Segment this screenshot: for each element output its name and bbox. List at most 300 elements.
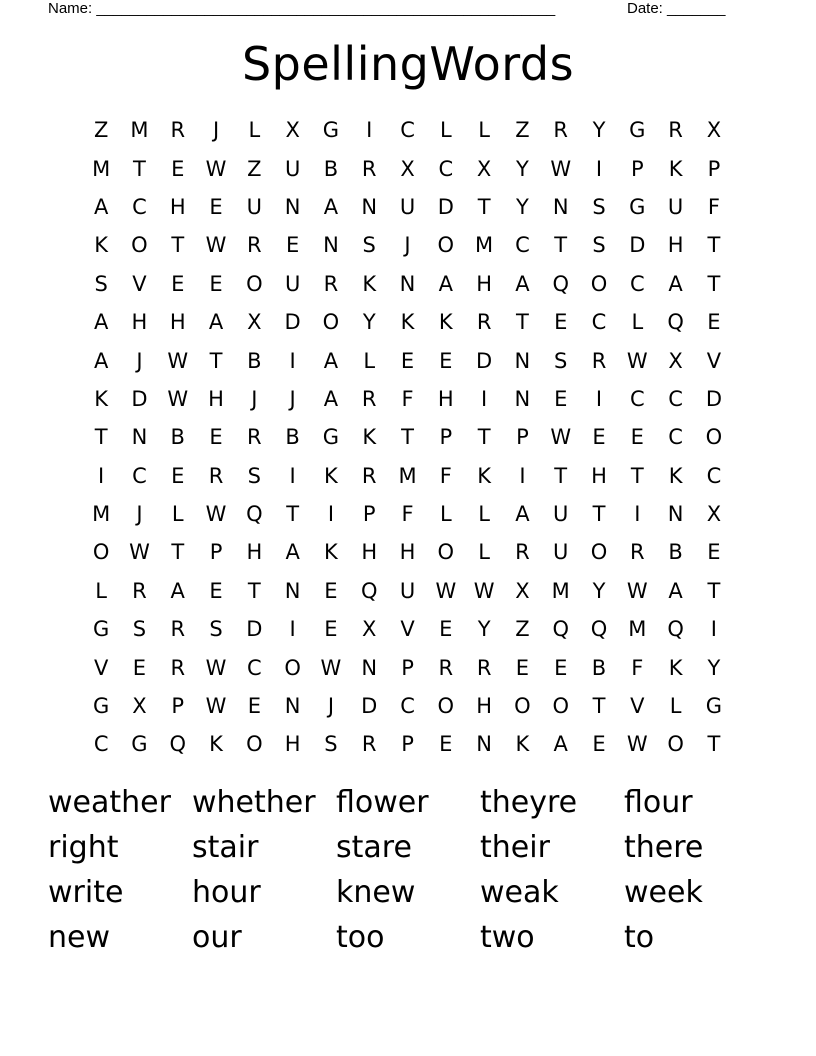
grid-letter: O [667,732,684,757]
grid-letter: P [401,732,414,757]
grid-letter: O [322,310,340,335]
grid-letter: T [707,578,721,603]
word-bank-item: week [624,875,703,910]
word-bank-item: flower [336,785,429,820]
grid-letter: G [322,425,340,450]
grid-letter: Z [515,617,530,642]
grid-letter: V [132,271,147,296]
grid-letter: J [404,233,411,258]
grid-letter: B [668,540,683,565]
grid-letter: T [171,540,185,565]
grid-letter: Y [362,310,376,335]
grid-letter: T [554,233,568,258]
grid-letter: J [327,694,335,719]
grid-letter: V [400,617,415,642]
grid-letter: P [209,540,223,565]
grid-letter: M [92,502,111,527]
grid-letter: A [93,348,109,373]
grid-letter: R [361,156,377,181]
grid-letter: N [284,194,301,219]
grid-letter: S [554,348,568,373]
grid-letter: N [667,502,684,527]
grid-letter: C [668,425,683,450]
grid-letter: B [170,425,185,450]
grid-letter: R [476,310,492,335]
grid-letter: T [94,425,108,450]
word-bank-item: two [480,920,535,955]
grid-letter: T [592,694,606,719]
grid-letter: J [212,118,220,143]
grid-letter: A [323,194,339,219]
grid-letter: C [93,732,109,757]
grid-letter: D [437,194,454,219]
grid-letter: P [516,425,529,450]
grid-letter: R [170,617,186,642]
grid-letter: N [361,655,378,680]
grid-letter: Q [552,617,569,642]
grid-letter: E [707,310,721,335]
grid-letter: A [515,502,530,527]
grid-letter: D [476,348,493,373]
grid-letter: I [519,463,526,488]
grid-letter: U [399,578,416,603]
grid-letter: V [706,348,722,373]
grid-letter: Y [516,156,529,181]
grid-letter: R [591,348,607,373]
grid-letter: N [552,194,569,219]
grid-letter: L [363,348,376,373]
grid-letter: S [209,617,223,642]
grid-letter: U [553,540,569,565]
grid-letter: C [400,694,415,719]
grid-letter: H [667,233,684,258]
grid-letter: L [248,118,261,143]
grid-letter: A [515,271,530,296]
grid-letter: X [285,118,300,143]
grid-letter: X [132,694,147,719]
grid-letter: X [668,348,683,373]
grid-letter: M [92,156,111,181]
grid-letter: O [284,655,301,680]
grid-letter: Z [515,118,530,143]
puzzle-title: SpellingWords [241,37,575,91]
grid-letter: O [552,694,569,719]
grid-letter: H [591,463,607,488]
grid-letter: C [515,233,530,258]
grid-letter: E [400,348,415,373]
grid-letter: A [668,578,683,603]
grid-letter: A [208,310,224,335]
grid-letter: P [362,502,376,527]
grid-letter: E [324,617,338,642]
word-bank-item: stair [192,830,259,865]
grid-letter: R [132,578,147,603]
grid-letter: W [205,233,227,258]
word-bank-item: knew [336,875,416,910]
grid-letter: M [551,578,570,603]
grid-letter: T [707,271,721,296]
grid-letter: X [476,156,492,181]
grid-letter: R [438,655,454,680]
grid-letter: I [289,348,296,373]
grid-letter: E [209,271,223,296]
grid-letter: R [553,118,568,143]
grid-letter: W [205,156,227,181]
grid-letter: E [554,386,568,411]
grid-letter: C [591,310,607,335]
grid-letter: U [284,156,301,181]
grid-letter: H [284,732,301,757]
grid-letter: F [707,194,720,219]
grid-letter: U [553,502,569,527]
name-field-label: Name: _______________________________________________________ [48,0,556,17]
grid-letter: A [285,540,300,565]
grid-letter: A [668,271,683,296]
grid-letter: W [167,386,189,411]
grid-letter: H [208,386,224,411]
grid-letter: O [437,694,455,719]
grid-letter: L [439,502,452,527]
word-bank-item: whether [192,785,316,820]
grid-letter: W [550,156,572,181]
grid-letter: O [514,694,531,719]
grid-letter: H [169,310,186,335]
grid-letter: W [205,502,227,527]
grid-letter: F [631,655,644,680]
grid-letter: Q [246,502,263,527]
grid-letter: Y [592,578,606,603]
grid-letter: G [131,732,148,757]
grid-letter: Q [169,732,186,757]
grid-letter: G [93,617,110,642]
grid-letter: K [94,233,109,258]
grid-letter: O [590,540,608,565]
grid-letter: A [93,194,109,219]
grid-letter: K [477,463,491,488]
grid-letter: L [439,118,452,143]
grid-letter: R [170,118,186,143]
grid-letter: K [209,732,223,757]
grid-letter: L [95,578,107,603]
grid-letter: H [437,386,454,411]
grid-letter: E [171,156,185,181]
grid-letter: X [706,118,722,143]
grid-letter: C [668,386,683,411]
grid-letter: H [361,540,378,565]
grid-letter: T [209,348,223,373]
grid-letter: U [667,194,684,219]
grid-letter: T [247,578,261,603]
grid-letter: W [167,348,189,373]
grid-letter: W [626,732,648,757]
grid-letter: N [514,348,531,373]
grid-letter: H [169,194,186,219]
word-bank-item: there [624,830,704,865]
grid-letter: O [246,271,263,296]
grid-letter: H [131,310,148,335]
grid-letter: G [629,118,646,143]
grid-letter: W [550,425,572,450]
grid-letter: R [247,233,262,258]
grid-letter: K [668,156,683,181]
grid-letter: O [246,732,263,757]
grid-letter: R [361,732,377,757]
grid-letter: O [131,233,148,258]
grid-letter: X [247,310,262,335]
grid-letter: W [626,578,648,603]
grid-letter: L [669,694,682,719]
grid-letter: E [630,425,644,450]
grid-letter: O [590,271,608,296]
grid-letter: K [324,463,338,488]
grid-letter: R [361,463,377,488]
grid-letter: X [706,502,722,527]
grid-letter: E [209,194,223,219]
grid-letter: M [628,617,647,642]
grid-letter: L [478,540,490,565]
grid-letter: E [132,655,147,680]
grid-letter: L [631,310,644,335]
grid-letter: M [398,463,417,488]
grid-letter: H [246,540,263,565]
grid-letter: K [400,310,415,335]
grid-letter: E [592,425,606,450]
grid-letter: I [634,502,641,527]
word-bank-item: our [192,920,242,955]
grid-letter: M [130,118,149,143]
grid-letter: L [478,118,490,143]
grid-letter: K [668,655,683,680]
grid-letter: I [98,463,105,488]
grid-letter: E [439,348,453,373]
grid-letter: E [324,578,338,603]
grid-letter: W [435,578,457,603]
grid-letter: T [401,425,414,450]
grid-letter: D [361,694,378,719]
grid-letter: G [705,694,723,719]
grid-letter: A [438,271,453,296]
letter-grid [82,111,733,764]
grid-letter: N [399,271,416,296]
grid-letter: R [323,271,339,296]
grid-letter: B [247,348,262,373]
grid-letter: H [476,271,493,296]
grid-letter: H [476,694,493,719]
grid-letter: B [591,655,607,680]
grid-letter: L [171,502,184,527]
grid-letter: D [705,386,722,411]
grid-letter: U [399,194,416,219]
grid-letter: R [170,655,186,680]
word-bank [48,780,768,960]
grid-letter: N [514,386,531,411]
grid-letter: E [707,540,721,565]
grid-letter: Z [247,156,262,181]
word-bank-item: stare [336,830,412,865]
grid-letter: P [401,655,414,680]
grid-letter: C [438,156,454,181]
grid-letter: N [476,732,492,757]
grid-letter: W [205,694,227,719]
grid-letter: T [171,233,185,258]
grid-letter: X [362,617,377,642]
grid-letter: O [92,540,110,565]
grid-letter: E [171,463,185,488]
grid-letter: T [592,502,606,527]
grid-letter: T [477,194,491,219]
grid-letter: I [366,118,373,143]
word-bank-item: right [48,830,119,865]
grid-letter: K [324,540,338,565]
grid-letter: R [476,655,492,680]
grid-letter: Y [516,194,529,219]
grid-letter: U [284,271,301,296]
grid-letter: X [515,578,530,603]
word-bank-item: flour [624,785,693,820]
grid-letter: D [131,386,148,411]
grid-letter: T [286,502,300,527]
grid-letter: O [705,425,723,450]
grid-letter: V [93,655,109,680]
grid-letter: G [322,118,340,143]
grid-letter: F [439,463,452,488]
grid-letter: A [553,732,568,757]
grid-letter: S [592,233,606,258]
grid-letter: P [439,425,453,450]
grid-letter: S [362,233,376,258]
word-bank-item: write [48,875,124,910]
grid-letter: S [324,732,338,757]
grid-letter: J [136,502,143,527]
grid-letter: I [327,502,335,527]
grid-letter: F [401,502,414,527]
grid-letter: Y [707,655,721,680]
grid-letter: Q [590,617,608,642]
word-bank-item: to [624,920,655,955]
grid-letter: T [516,310,529,335]
grid-letter: K [515,732,530,757]
grid-letter: V [630,694,645,719]
grid-letter: I [710,617,717,642]
grid-letter: O [437,540,455,565]
grid-letter: S [94,271,108,296]
grid-letter: T [630,463,644,488]
grid-letter: N [361,194,378,219]
grid-letter: D [629,233,646,258]
grid-letter: E [592,732,606,757]
grid-letter: K [94,386,109,411]
grid-letter: G [629,194,646,219]
grid-letter: T [554,463,568,488]
date-field-label: Date: _______ [627,0,726,17]
grid-letter: C [706,463,722,488]
grid-letter: K [362,425,377,450]
grid-letter: I [481,386,488,411]
grid-letter: Y [592,118,606,143]
grid-letter: E [247,694,261,719]
grid-letter: K [362,271,377,296]
grid-letter: I [595,156,603,181]
grid-letter: R [630,540,645,565]
grid-letter: X [400,156,415,181]
grid-letter: K [668,463,683,488]
word-bank-item: weak [480,875,559,910]
grid-letter: C [400,118,415,143]
grid-letter: Q [667,310,684,335]
grid-letter: Y [477,617,491,642]
grid-letter: R [361,386,377,411]
name-date-line [48,0,726,20]
grid-letter: S [592,194,606,219]
grid-letter: Q [667,617,684,642]
grid-letter: E [171,271,185,296]
word-bank-item: theyre [480,785,578,820]
grid-letter: E [439,617,453,642]
grid-letter: P [171,694,185,719]
grid-letter: Q [360,578,378,603]
grid-letter: T [133,156,146,181]
grid-letter: C [629,386,645,411]
grid-letter: C [247,655,262,680]
grid-letter: H [399,540,416,565]
grid-letter: S [132,617,147,642]
grid-letter: C [132,194,147,219]
grid-letter: W [205,655,227,680]
grid-letter: W [473,578,495,603]
grid-letter: P [630,156,644,181]
grid-letter: P [707,156,721,181]
grid-letter: R [208,463,224,488]
grid-letter: E [554,655,568,680]
grid-letter: Z [93,118,109,143]
grid-letter: E [285,233,300,258]
word-bank-item: their [480,830,550,865]
grid-letter: F [401,386,414,411]
grid-letter: D [284,310,301,335]
grid-letter: J [289,386,296,411]
word-bank-item: weather [48,785,171,820]
grid-letter: C [629,271,645,296]
grid-letter: B [285,425,300,450]
grid-letter: D [246,617,263,642]
grid-letter: T [707,732,721,757]
grid-letter: K [438,310,453,335]
grid-letter: O [437,233,455,258]
grid-letter: T [707,233,721,258]
grid-letter: U [246,194,263,219]
grid-letter: R [668,118,683,143]
grid-letter: A [323,348,339,373]
word-bank-item: new [48,920,111,955]
grid-letter: E [515,655,530,680]
grid-letter: I [595,386,603,411]
word-bank-item: too [336,920,385,955]
grid-letter: E [554,310,568,335]
grid-letter: E [439,732,453,757]
grid-letter: J [136,348,143,373]
grid-letter: M [475,233,494,258]
grid-letter: R [515,540,530,565]
grid-letter: L [478,502,490,527]
grid-letter: J [251,386,258,411]
grid-letter: T [477,425,491,450]
grid-letter: G [93,694,110,719]
grid-letter: C [132,463,147,488]
grid-letter: S [247,463,261,488]
grid-letter: B [323,156,339,181]
grid-letter: W [626,348,648,373]
grid-letter: I [289,463,296,488]
